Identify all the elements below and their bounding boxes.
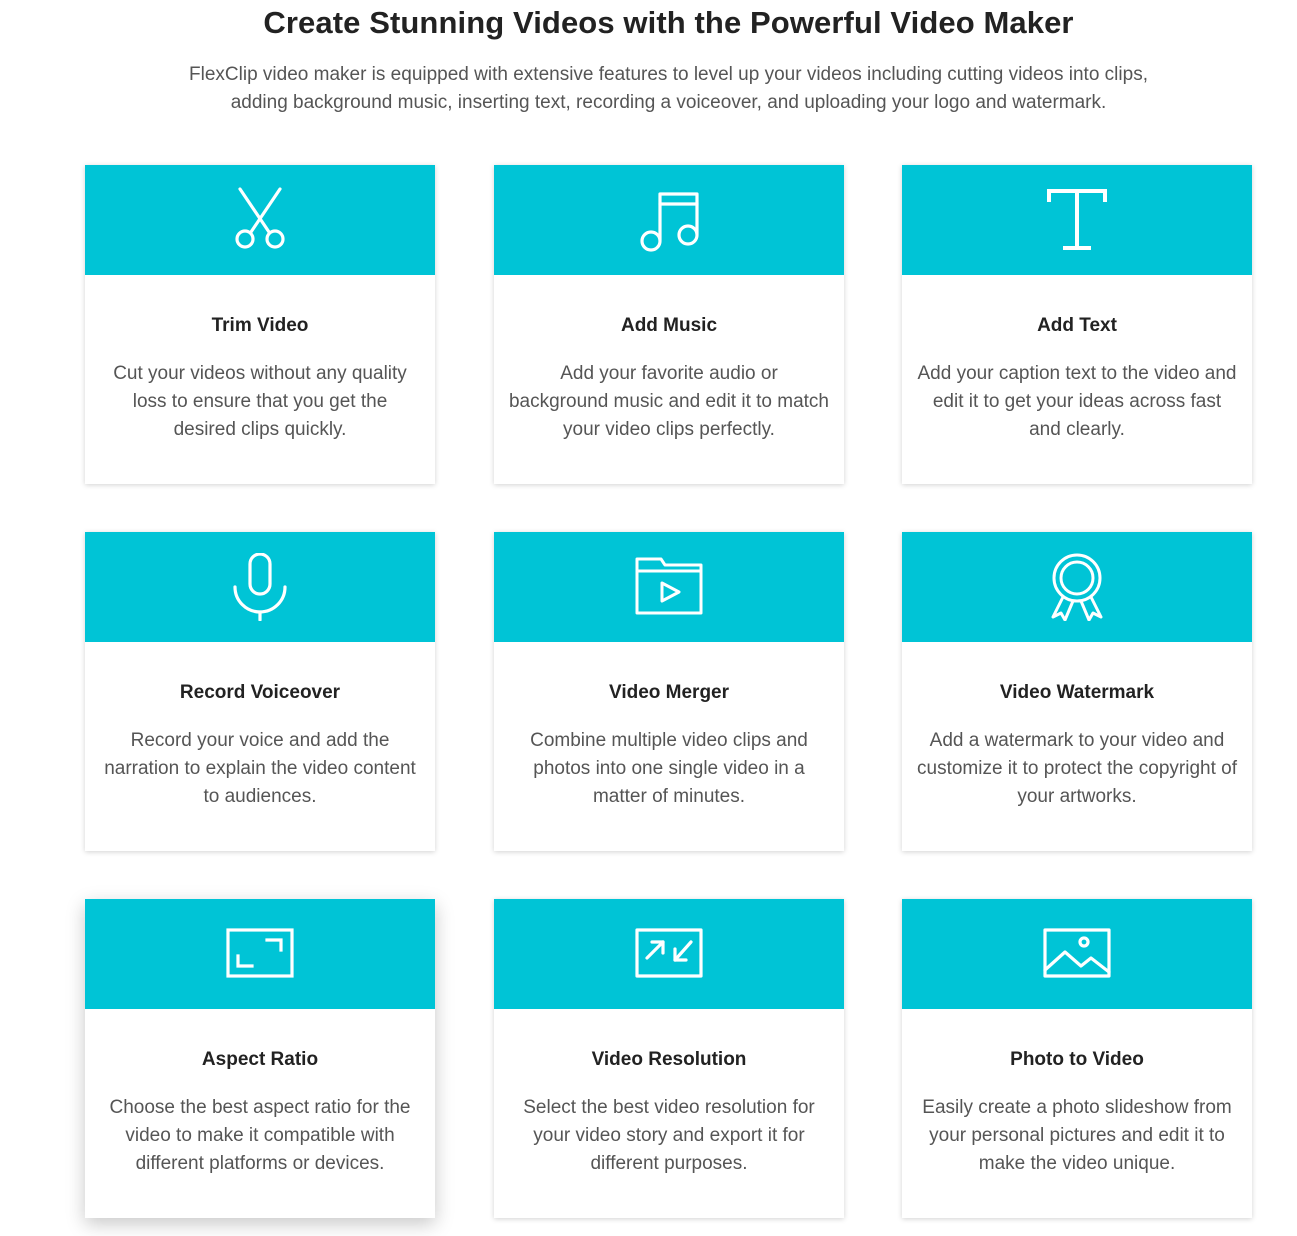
card-title: Photo to Video bbox=[1010, 1049, 1144, 1070]
card-banner bbox=[85, 532, 435, 642]
feature-card-aspect-ratio[interactable] bbox=[85, 899, 435, 1218]
card-description: Combine multiple video clips and photos into one single video in a matter of minutes. bbox=[530, 730, 808, 807]
page-subtitle: FlexClip video maker is equipped with extensive features to level up your videos including cutting videos into clips, adding background music, inserting text, recording a voiceover, and uploading your logo and watermark. bbox=[189, 64, 1148, 113]
card-description: Select the best video resolution for your video story and export it for different purposes. bbox=[523, 1097, 815, 1174]
card-banner bbox=[494, 165, 844, 275]
card-banner bbox=[85, 165, 435, 275]
card-title: Video Merger bbox=[608, 682, 730, 703]
card-banner bbox=[902, 899, 1252, 1009]
award-ribbon-icon bbox=[1043, 553, 1111, 621]
music-note-icon bbox=[635, 186, 703, 254]
card-title: Add Music bbox=[620, 315, 718, 336]
card-description: Record your voice and add the narration to explain the video content to audiences. bbox=[104, 730, 416, 807]
card-description: Easily create a photo slideshow from your personal pictures and edit it to make the video unique. bbox=[922, 1097, 1232, 1174]
card-banner bbox=[902, 165, 1252, 275]
card-title: Aspect Ratio bbox=[201, 1049, 319, 1070]
scissors-icon bbox=[226, 186, 294, 254]
card-title: Video Resolution bbox=[591, 1049, 747, 1070]
aspect-ratio-icon bbox=[226, 920, 294, 988]
feature-card-record-voiceover[interactable] bbox=[85, 532, 435, 851]
image-icon bbox=[1043, 920, 1111, 988]
video-folder-icon bbox=[635, 553, 703, 621]
feature-card-video-watermark[interactable] bbox=[902, 532, 1252, 851]
card-banner bbox=[902, 532, 1252, 642]
microphone-icon bbox=[226, 553, 294, 621]
card-title: Video Watermark bbox=[999, 682, 1155, 703]
card-title: Trim Video bbox=[211, 315, 309, 336]
feature-card-add-text[interactable] bbox=[902, 165, 1252, 484]
card-description: Choose the best aspect ratio for the video to make it compatible with different platforms or devices. bbox=[109, 1097, 411, 1174]
card-banner bbox=[494, 532, 844, 642]
feature-card-photo-to-video[interactable] bbox=[902, 899, 1252, 1218]
text-icon bbox=[1043, 186, 1111, 254]
feature-card-trim-video[interactable] bbox=[85, 165, 435, 484]
card-description: Add a watermark to your video and customize it to protect the copyright of your artworks. bbox=[917, 730, 1237, 807]
card-description: Add your caption text to the video and edit it to get your ideas across fast and clearly. bbox=[917, 363, 1237, 440]
resolution-icon bbox=[635, 920, 703, 988]
card-description: Cut your videos without any quality loss to ensure that you get the desired clips quickly. bbox=[113, 363, 407, 440]
feature-card-video-resolution[interactable] bbox=[494, 899, 844, 1218]
card-title: Record Voiceover bbox=[179, 682, 341, 703]
feature-card-video-merger[interactable] bbox=[494, 532, 844, 851]
feature-card-add-music[interactable] bbox=[494, 165, 844, 484]
card-title: Add Text bbox=[1037, 315, 1117, 336]
card-banner bbox=[85, 899, 435, 1009]
page-title: Create Stunning Videos with the Powerful Video Maker bbox=[263, 5, 1074, 40]
card-banner bbox=[494, 899, 844, 1009]
card-description: Add your favorite audio or background music and edit it to match your video clips perfectly. bbox=[508, 363, 829, 440]
